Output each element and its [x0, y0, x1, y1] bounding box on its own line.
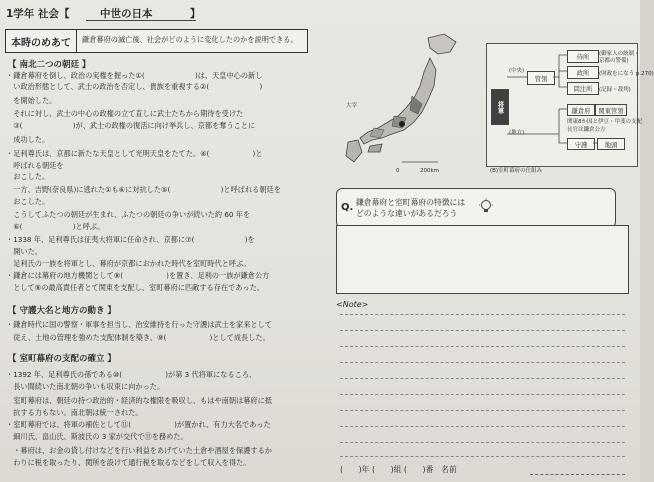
- org-regional-label: (地方): [509, 130, 525, 136]
- s1-line: こうしてふたつの朝廷が生まれ、ふたつの朝廷の争いが続いた約 60 年を: [6, 210, 251, 219]
- s1-line: い政治形態として、武士の政治を否定し、貴族を重視する②( ): [6, 82, 263, 91]
- org-jito: 地頭: [597, 138, 625, 150]
- s1-line: ⑥( )と呼ぶ。: [6, 222, 105, 231]
- map-label-dazaifu: 大宰: [346, 103, 358, 109]
- s1-line: ・鎌倉には幕府の地方機関として⑧( )を置き、足利の一族が鎌倉公方: [6, 271, 270, 280]
- org-mandokoro: 政所: [567, 66, 599, 79]
- s1-line: ③( )が、武士の政権の復活に向け挙兵し、京都を奪うことに: [6, 121, 256, 130]
- org-note-kubo: 長官は鎌倉公方: [567, 127, 606, 133]
- s3-line: ・室町幕府では、将軍の補佐として⑪( )が置かれ、有力大名であった: [6, 420, 271, 429]
- org-note-monchujo: (記録・裁判): [599, 87, 631, 93]
- lightbulb-icon: [478, 198, 494, 214]
- section-title-nanboku: 【 南北二つの朝廷 】: [8, 60, 91, 70]
- s3-line: ・1392 年、足利尊氏の孫である⑩( )が第 3 代将軍になるころ、: [6, 370, 257, 379]
- org-kanrei: 管領: [527, 71, 555, 85]
- note-label: <Note>: [336, 300, 369, 309]
- note-line[interactable]: [340, 410, 625, 411]
- unit-title: 中世の日本: [100, 8, 153, 20]
- kyoto-marker: [399, 121, 405, 127]
- section-title-shugo: 【 守護大名と地方の動き 】: [8, 306, 116, 316]
- org-note-samurai-2: 京都の警備): [599, 58, 629, 64]
- question-label: Q.: [341, 202, 354, 213]
- s1-line: 開いた。: [6, 247, 42, 256]
- s3-line: ・幕府は、お金の貸し付けなどを行い利益をあげていた土倉や酒屋を保護するか: [6, 446, 272, 455]
- title-bracket-close: 】: [190, 8, 201, 20]
- aim-text: 鎌倉幕府の滅亡後、社会がどのように変化したのかを説明できる。: [82, 35, 298, 44]
- s1-line: を開始した。: [6, 96, 57, 105]
- org-connector-lines: [487, 44, 637, 166]
- s1-line: として⑧の最高責任者とて関東を支配し、室町幕府に匹敵する存在であった。: [6, 283, 264, 292]
- s1-line: ・足利尊氏は、京都に新たな天皇として光明天皇をたてた。④( )と: [6, 149, 263, 158]
- section-title-muromachi: 【 室町幕府の支配の確立 】: [8, 354, 116, 364]
- bakufu-org-chart: [486, 43, 654, 167]
- s1-line: それに対し、武士の中心の政権の立て直しに武士たちから期待を受けた: [6, 109, 244, 118]
- s1-line: おこした。: [6, 197, 50, 206]
- name-field-line[interactable]: [530, 474, 625, 475]
- note-line[interactable]: [340, 362, 625, 363]
- s1-line: 一方、吉野(奈良県)に逃れた①も⑥に対抗した⑤( )と呼ばれる朝廷を: [6, 185, 281, 194]
- note-line[interactable]: [340, 314, 625, 315]
- org-shugo: 守護: [567, 138, 595, 150]
- org-kamakura-fu: 鎌倉府: [567, 104, 595, 116]
- org-central-label: (中央): [509, 68, 525, 74]
- note-line[interactable]: [340, 394, 625, 395]
- s1-line: 呼ばれる朝廷を: [6, 161, 64, 170]
- s3-line: わりに税を取ったり、関所を設けて通行税を取るなどをして収入を得た。: [6, 458, 251, 467]
- aim-label: 本時のめあて: [6, 30, 77, 52]
- s3-line: 抗する力もない。南北朝は統一された。: [6, 408, 143, 417]
- note-line[interactable]: [340, 442, 625, 443]
- s3-line: 長い間続いた南北朝の争いも収束に向かった。: [6, 382, 165, 391]
- org-note-samurai: (御家人の統制・: [599, 51, 640, 57]
- s2-line: 従え、土地の管理を強めた支配体制を築き、⑨( )として成長した。: [6, 333, 270, 342]
- map-scale-200: 200km: [420, 168, 440, 174]
- s1-line: ・鎌倉幕府を倒し、政治の実権を握った①( )は、天皇中心の新し: [6, 71, 263, 80]
- title-underline: [86, 20, 196, 21]
- s1-line: おこした。: [6, 172, 50, 181]
- s3-line: 室町幕府は、朝廷の持つ政治的・経済的な権限を吸収し、もはや南朝は幕府に抵: [6, 396, 272, 405]
- question-line-2: どのような違いがあるだろう: [356, 209, 458, 218]
- s1-line: 足利氏の一族を将軍とし、幕府が京都におかれた時代を室町時代と呼ぶ。: [6, 259, 251, 268]
- org-note-mandokoro: (財政をになう p.270): [599, 71, 654, 77]
- map-scale-0: 0: [396, 168, 400, 174]
- org-shogun: 将軍: [491, 89, 509, 125]
- note-line[interactable]: [340, 456, 625, 457]
- aim-box: [5, 29, 308, 53]
- s3-line: 細川氏、畠山氏、斯波氏の 3 家が交代で⑪を務めた。: [6, 432, 188, 441]
- note-line[interactable]: [340, 426, 625, 427]
- shugo-daimyo-map: [318, 30, 468, 190]
- answer-box[interactable]: [336, 225, 629, 294]
- grade-subject-label: 1学年 社会【: [6, 8, 70, 20]
- s1-line: 成功した。: [6, 135, 50, 144]
- org-note-kanto: 関東8か国と伊豆・甲斐の支配: [567, 119, 643, 125]
- question-line-1: 鎌倉幕府と室町幕府の特徴には: [356, 198, 466, 207]
- note-line[interactable]: [340, 378, 625, 379]
- org-samurai-dokoro: 侍所: [567, 50, 599, 63]
- note-line[interactable]: [340, 346, 625, 347]
- org-monchujo: 問注所: [567, 82, 599, 95]
- org-kanto-kanrei: 関東管領: [595, 104, 627, 116]
- s1-line: ・1338 年、足利尊氏は征夷大将軍に任命され、京都に⑦( )を: [6, 235, 255, 244]
- student-info-row: ( )年 ( )組 ( )番 名前: [340, 465, 457, 474]
- note-line[interactable]: [340, 330, 625, 331]
- org-caption: (B)室町幕府の仕組み: [490, 168, 543, 174]
- s2-line: ・鎌倉時代に国の警察・軍事を担当し、治安維持を行った守護は武士を家来として: [6, 320, 272, 329]
- question-box: [336, 188, 616, 228]
